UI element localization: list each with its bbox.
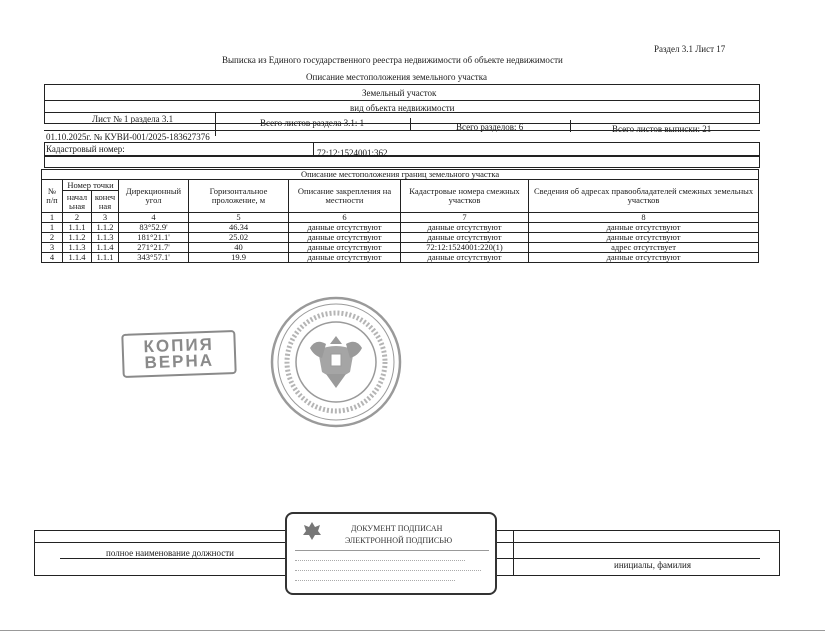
col-length-header: Горизонтальное проложение, м — [189, 180, 289, 213]
table-row — [42, 233, 759, 243]
copy-verified-stamp — [121, 330, 236, 378]
object-type: Земельный участок — [362, 88, 437, 98]
row-start-point: 1.1.4 — [63, 253, 92, 263]
sheet-number: Лист № 1 раздела 3.1 — [92, 114, 174, 124]
document-title: Выписка из Единого государственного реестра недвижимости об объекте недвижимости — [222, 55, 563, 65]
row-adjacent: данные отсутствуют — [401, 233, 529, 243]
boundaries-title: Описание местоположения границ земельного участка — [42, 170, 759, 180]
stamp-line-1: КОПИЯ — [143, 334, 215, 357]
row-no: 3 — [42, 243, 63, 253]
row-length: 25.02 — [189, 233, 289, 243]
row-end-point: 1.1.1 — [92, 253, 119, 263]
date-number: 01.10.2025г. № КУВИ-001/2025-183627376 — [46, 132, 210, 142]
row-start-point: 1.1.2 — [63, 233, 92, 243]
col-number: 5 — [189, 213, 289, 223]
col-number: 2 — [63, 213, 92, 223]
col-angle-header: Дирекционный угол — [119, 180, 189, 213]
stamp-line-2: ВЕРНА — [144, 350, 215, 373]
section-sheet-label: Раздел 3.1 Лист 17 — [654, 44, 726, 54]
row-fixing: данные отсутствуют — [289, 253, 401, 263]
col-point-start-header: начальная — [63, 191, 92, 213]
row-start-point: 1.1.1 — [63, 223, 92, 233]
signature-line-1: ДОКУМЕНТ ПОДПИСАН — [351, 524, 443, 533]
row-owners: данные отсутствуют — [529, 253, 759, 263]
row-start-point: 1.1.3 — [63, 243, 92, 253]
signature-line-2: ЭЛЕКТРОННОЙ ПОДПИСЬЮ — [345, 536, 453, 545]
col-number: 7 — [401, 213, 529, 223]
electronic-signature-stamp — [285, 512, 497, 595]
row-owners: данные отсутствуют — [529, 223, 759, 233]
row-owners: данные отсутствуют — [529, 233, 759, 243]
row-angle: 343°57.1' — [119, 253, 189, 263]
row-fixing: данные отсутствуют — [289, 233, 401, 243]
table-row — [42, 243, 759, 253]
sections-total: Всего разделов: 6 — [456, 122, 524, 132]
col-point-header: Номер точки — [63, 180, 119, 191]
col-no-header: № п/п — [42, 180, 63, 213]
col-fixing-header: Описание закрепления на местности — [289, 180, 401, 213]
emblem-icon — [301, 520, 323, 542]
row-no: 1 — [42, 223, 63, 233]
table-row — [42, 223, 759, 233]
cadastral-value: 72:12:1524001:362 — [317, 148, 388, 158]
row-angle: 271°21.7' — [119, 243, 189, 253]
row-no: 2 — [42, 233, 63, 243]
position-caption: полное наименование должности — [106, 548, 234, 558]
row-fixing: данные отсутствуют — [289, 243, 401, 253]
col-number: 4 — [119, 213, 189, 223]
sheets-total: Всего листов выписки: 21 — [612, 124, 712, 134]
col-adjacent-header: Кадастровые номера смежных участков — [401, 180, 529, 213]
row-adjacent: данные отсутствуют — [401, 253, 529, 263]
row-end-point: 1.1.4 — [92, 243, 119, 253]
row-adjacent: данные отсутствуют — [401, 223, 529, 233]
object-type-caption: вид объекта недвижимости — [350, 103, 455, 113]
document-subtitle: Описание местоположения земельного участка — [306, 72, 487, 82]
sheets-in-section: Всего листов раздела 3.1: 1 — [260, 118, 365, 128]
col-number: 8 — [529, 213, 759, 223]
row-adjacent: 72:12:1524001:220(1) — [401, 243, 529, 253]
row-length: 46.34 — [189, 223, 289, 233]
col-owners-header: Сведения об адресах правообладателей смежных земельных участков — [529, 180, 759, 213]
table-row — [42, 253, 759, 263]
official-seal-icon — [268, 294, 404, 430]
row-length: 40 — [189, 243, 289, 253]
row-fixing: данные отсутствуют — [289, 223, 401, 233]
row-end-point: 1.1.2 — [92, 223, 119, 233]
row-end-point: 1.1.3 — [92, 233, 119, 243]
row-no: 4 — [42, 253, 63, 263]
row-angle: 83°52.9' — [119, 223, 189, 233]
col-point-end-header: конечная — [92, 191, 119, 213]
col-number: 3 — [92, 213, 119, 223]
col-number: 1 — [42, 213, 63, 223]
row-owners: адрес отсутствует — [529, 243, 759, 253]
name-caption: инициалы, фамилия — [614, 560, 691, 570]
cadastral-label: Кадастровый номер: — [46, 144, 125, 154]
col-number: 6 — [289, 213, 401, 223]
row-length: 19.9 — [189, 253, 289, 263]
boundaries-table — [41, 169, 759, 263]
row-angle: 181°21.1' — [119, 233, 189, 243]
